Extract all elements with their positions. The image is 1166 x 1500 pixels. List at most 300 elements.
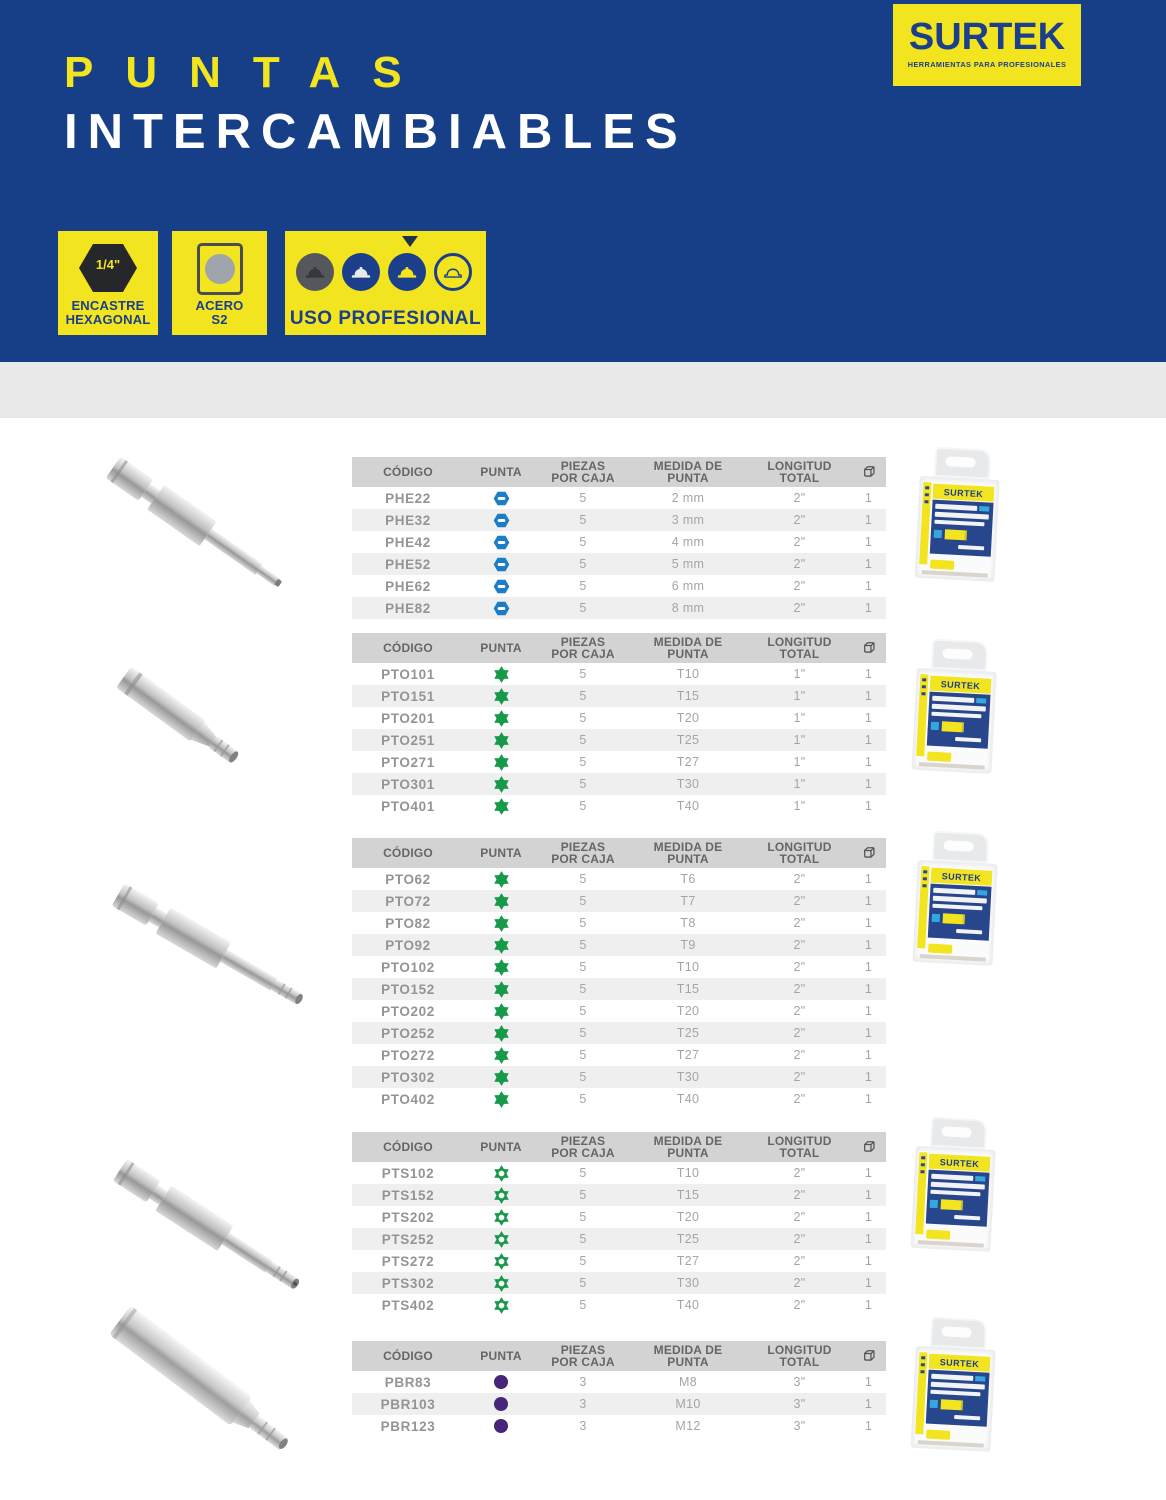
caja-cell: 1 [864,601,873,615]
badge-uso-label: USO PROFESIONAL [289,308,482,329]
punta-torx-tamper-icon [464,1253,538,1270]
package-base [920,954,986,961]
codigo-cell: PTO72 [385,893,431,909]
package-brand-label [929,1354,991,1372]
longitud-cell: 2" [793,1070,806,1084]
divider-stripe [0,362,1166,418]
table-row [352,1393,886,1415]
punta-torx-icon [464,1091,538,1108]
table-header-row [352,1132,886,1162]
medida-cell: 3 mm [671,513,705,527]
punta-torx-tamper-icon [464,1209,538,1226]
piezas-cell: 5 [579,513,587,527]
codigo-cell: PTS302 [381,1275,435,1291]
codigo-cell: PTO152 [381,981,435,997]
column-header: PIEZAS POR CAJA [551,458,615,485]
longitud-cell: 2" [793,535,806,549]
package-bottom-tag [930,560,954,570]
caja-cell: 1 [864,777,873,791]
medida-cell: M8 [679,1375,697,1389]
codigo-cell: PTS202 [381,1209,435,1225]
punta-torx-icon [464,1003,538,1020]
piezas-cell: 5 [579,1026,587,1040]
table-row [352,1088,886,1110]
codigo-cell: PHE62 [385,578,431,594]
table-pbr-ribe [352,1341,886,1437]
piezas-cell: 5 [579,799,587,813]
table-row [352,531,886,553]
table-header-row [352,457,886,487]
table-row [352,1228,886,1250]
codigo-cell: PHE22 [385,490,431,506]
longitud-cell: 1" [793,711,806,725]
package-brand-text: SURTEK [940,678,981,691]
badge-encastre-hexagonal [58,231,158,335]
codigo-cell: PBR83 [384,1374,432,1390]
codigo-cell: PBR103 [380,1396,436,1412]
punta-torx-icon [464,915,538,932]
drive-size-value: 1/4" [95,257,121,272]
package-bottom-tag [927,752,951,762]
medida-cell: T30 [676,777,700,791]
medida-cell: T10 [676,667,700,681]
package-hanger-tab [932,831,989,864]
longitud-cell: 2" [793,1188,806,1202]
box-cube-icon [851,633,886,663]
column-header: CÓDIGO [383,1348,433,1363]
surtek-logo [893,4,1081,86]
medida-cell: 5 mm [671,557,705,571]
longitud-cell: 2" [793,982,806,996]
caja-cell: 1 [864,1004,873,1018]
package-hanger-tab [930,1317,987,1350]
caja-cell: 1 [864,960,873,974]
bit-photo-tamper-torx-power [103,1148,317,1315]
package-mini-icons [930,1399,963,1411]
medida-cell: T20 [676,1004,700,1018]
codigo-cell: PTO301 [381,776,435,792]
piezas-cell: 5 [579,960,587,974]
longitud-cell: 2" [793,513,806,527]
table-row [352,1162,886,1184]
longitud-cell: 2" [793,1092,806,1106]
caja-cell: 1 [864,535,873,549]
longitud-cell: 2" [793,1232,806,1246]
page-title-line1: PUNTAS [64,48,434,97]
column-header: PIEZAS POR CAJA [551,839,615,866]
helmet-level-4-icon [434,253,472,291]
punta-torx-tamper-icon [464,1275,538,1292]
caja-cell: 1 [864,733,873,747]
caja-cell: 1 [864,1092,873,1106]
caja-cell: 1 [864,1026,873,1040]
caja-cell: 1 [864,982,873,996]
table-row [352,956,886,978]
codigo-cell: PTS272 [381,1253,435,1269]
longitud-cell: 1" [793,667,806,681]
package-bottom-tag [926,1430,950,1440]
punta-torx-icon [464,893,538,910]
medida-cell: T9 [680,938,696,952]
piezas-cell: 5 [579,667,587,681]
bit-photo-torx-power [103,872,320,1030]
table-pto-torx-2in [352,838,886,1110]
longitud-cell: 2" [793,491,806,505]
table-pts-tamper-torx [352,1132,886,1316]
piezas-cell: 5 [579,1048,587,1062]
longitud-cell: 2" [793,557,806,571]
punta-torx-icon [464,732,538,749]
punta-torx-icon [464,798,538,815]
caja-cell: 1 [864,872,873,886]
codigo-cell: PTO251 [381,732,435,748]
column-header: PIEZAS POR CAJA [551,634,615,661]
caja-cell: 1 [864,1210,873,1224]
hex-drive-icon [77,241,139,295]
table-row [352,1000,886,1022]
piezas-cell: 5 [579,872,587,886]
package-base [918,1440,984,1447]
package-box [911,668,996,774]
table-row [352,487,886,509]
table-phe-hex-bits [352,457,886,619]
column-header: LONGITUD TOTAL [767,1133,832,1160]
medida-cell: T15 [676,689,700,703]
longitud-cell: 2" [793,960,806,974]
longitud-cell: 2" [793,1298,806,1312]
caja-cell: 1 [864,1397,873,1411]
table-row [352,1371,886,1393]
badge-uso-profesional [285,231,486,335]
caja-cell: 1 [864,1298,873,1312]
column-header: PUNTA [480,640,522,655]
codigo-cell: PTO102 [381,959,435,975]
column-header: MEDIDA DE PUNTA [653,634,723,661]
table-row [352,1184,886,1206]
piezas-cell: 5 [579,711,587,725]
caja-cell: 1 [864,1188,873,1202]
longitud-cell: 1" [793,777,806,791]
bit-photo-ribe-long [98,1296,324,1489]
longitud-cell: 2" [793,579,806,593]
column-header: PIEZAS POR CAJA [551,1133,615,1160]
helmet-level-2-icon [342,253,380,291]
medida-cell: T25 [676,1026,700,1040]
piezas-cell: 5 [579,777,587,791]
caja-cell: 1 [864,755,873,769]
piezas-cell: 5 [579,557,587,571]
codigo-cell: PHE42 [385,534,431,550]
package-base [919,762,985,769]
column-header: LONGITUD TOTAL [767,634,832,661]
caja-cell: 1 [864,1276,873,1290]
medida-cell: T15 [676,1188,700,1202]
column-header: MEDIDA DE PUNTA [653,458,723,485]
piezas-cell: 5 [579,535,587,549]
piezas-cell: 3 [579,1397,587,1411]
piezas-cell: 5 [579,1070,587,1084]
product-package [911,1116,1000,1248]
punta-ribe-icon [464,1396,538,1412]
table-row [352,707,886,729]
caja-cell: 1 [864,579,873,593]
medida-cell: 4 mm [671,535,705,549]
longitud-cell: 3" [793,1419,806,1433]
longitud-cell: 2" [793,938,806,952]
table-header-row [352,1341,886,1371]
caja-cell: 1 [864,1254,873,1268]
package-photo-slot [914,1318,1000,1448]
product-package [915,446,1004,578]
surtek-logo-tagline: HERRAMIENTAS PARA PROFESIONALES [907,60,1067,69]
medida-cell: T27 [676,1254,700,1268]
longitud-cell: 2" [793,1004,806,1018]
codigo-cell: PTO151 [381,688,435,704]
codigo-cell: PTO82 [385,915,431,931]
medida-cell: T6 [680,872,696,886]
piezas-cell: 5 [579,1188,587,1202]
column-header: CÓDIGO [383,845,433,860]
longitud-cell: 1" [793,755,806,769]
package-front-panel [927,692,991,749]
caja-cell: 1 [864,894,873,908]
caja-cell: 1 [864,711,873,725]
punta-torx-icon [464,688,538,705]
punta-torx-tamper-icon [464,1231,538,1248]
column-header: MEDIDA DE PUNTA [653,839,723,866]
column-header: MEDIDA DE PUNTA [653,1342,723,1369]
column-header: PUNTA [480,1348,522,1363]
column-header: PUNTA [480,1139,522,1154]
codigo-cell: PTS152 [381,1187,435,1203]
longitud-cell: 2" [793,872,806,886]
helmet-level-3-icon [388,253,426,291]
medida-cell: T20 [676,1210,700,1224]
medida-cell: T10 [676,960,700,974]
medida-cell: T40 [676,1298,700,1312]
punta-torx-icon [464,959,538,976]
medida-cell: T7 [680,894,696,908]
piezas-cell: 5 [579,733,587,747]
punta-torx-icon [464,1047,538,1064]
piezas-cell: 5 [579,938,587,952]
piezas-cell: 5 [579,601,587,615]
package-front-panel [926,1370,990,1427]
punta-torx-icon [464,710,538,727]
piezas-cell: 5 [579,894,587,908]
package-base [922,570,988,577]
punta-torx-icon [464,1069,538,1086]
codigo-cell: PTO402 [381,1091,435,1107]
longitud-cell: 1" [793,799,806,813]
package-brand-label [930,676,992,694]
codigo-cell: PTO252 [381,1025,435,1041]
bit-photo-torx-insert [108,660,251,781]
package-bottom-tag [928,944,952,954]
product-package [911,1316,1000,1448]
longitud-cell: 1" [793,689,806,703]
package-brand-text: SURTEK [943,486,984,499]
page-title-line2: INTERCAMBIABLES [64,105,688,159]
codigo-cell: PTO272 [381,1047,435,1063]
caja-cell: 1 [864,513,873,527]
caja-cell: 1 [864,557,873,571]
longitud-cell: 2" [793,1048,806,1062]
codigo-cell: PTO302 [381,1069,435,1085]
punta-torx-icon [464,776,538,793]
piezas-cell: 5 [579,1004,587,1018]
package-box [910,1346,995,1452]
table-row [352,1206,886,1228]
medida-cell: T25 [676,733,700,747]
box-cube-icon [851,1341,886,1371]
caja-cell: 1 [864,916,873,930]
caja-cell: 1 [864,1070,873,1084]
medida-cell: 6 mm [671,579,705,593]
medida-cell: T40 [676,1092,700,1106]
punta-hex-icon [464,490,538,507]
codigo-cell: PTO201 [381,710,435,726]
bit-photo-hex-power [95,446,300,613]
table-row [352,509,886,531]
longitud-cell: 2" [793,894,806,908]
caja-cell: 1 [864,1419,873,1433]
table-row [352,685,886,707]
product-package [912,638,1001,770]
table-row [352,1066,886,1088]
package-front-panel [928,884,992,941]
package-photo-slot [918,448,1004,578]
piezas-cell: 5 [579,982,587,996]
longitud-cell: 2" [793,1210,806,1224]
punta-torx-tamper-icon [464,1187,538,1204]
table-row [352,890,886,912]
table-row [352,795,886,817]
package-mini-icons [931,721,964,733]
punta-torx-tamper-icon [464,1165,538,1182]
piezas-cell: 5 [579,689,587,703]
table-row [352,1415,886,1437]
table-row [352,729,886,751]
caja-cell: 1 [864,799,873,813]
usage-level-icons [296,253,472,291]
caja-cell: 1 [864,1375,873,1389]
table-row [352,868,886,890]
medida-cell: T15 [676,982,700,996]
codigo-cell: PTO271 [381,754,435,770]
medida-cell: T27 [676,1048,700,1062]
level-pointer-icon [402,236,418,247]
column-header: PUNTA [480,464,522,479]
codigo-cell: PBR123 [380,1418,436,1434]
punta-torx-tamper-icon [464,1297,538,1314]
piezas-cell: 5 [579,755,587,769]
codigo-cell: PHE52 [385,556,431,572]
caja-cell: 1 [864,938,873,952]
piezas-cell: 5 [579,1232,587,1246]
caja-cell: 1 [864,491,873,505]
punta-hex-icon [464,534,538,551]
medida-cell: T27 [676,755,700,769]
medida-cell: T20 [676,711,700,725]
punta-torx-icon [464,754,538,771]
badge-acero-label: ACERO S2 [195,298,244,327]
package-front-panel [926,1170,990,1227]
longitud-cell: 2" [793,601,806,615]
table-row [352,1272,886,1294]
column-header: PIEZAS POR CAJA [551,1342,615,1369]
medida-cell: 2 mm [671,491,705,505]
package-photo-slot [914,1118,1000,1248]
package-mini-icons [930,1199,963,1211]
codigo-cell: PTS252 [381,1231,435,1247]
caja-cell: 1 [864,689,873,703]
punta-hex-icon [464,578,538,595]
table-row [352,553,886,575]
package-box [914,476,999,582]
steel-billet-icon [197,243,243,295]
package-box [912,860,997,966]
table-row [352,663,886,685]
medida-cell: T30 [676,1276,700,1290]
table-row [352,751,886,773]
piezas-cell: 5 [579,1298,587,1312]
codigo-cell: PTO92 [385,937,431,953]
caja-cell: 1 [864,1048,873,1062]
box-cube-icon [851,1132,886,1162]
codigo-cell: PTS402 [381,1297,435,1313]
table-pto-torx-1in [352,633,886,817]
package-mini-icons [934,529,967,541]
punta-hex-icon [464,600,538,617]
package-base [918,1240,984,1247]
caja-cell: 1 [864,1232,873,1246]
badge-encastre-label: ENCASTRE HEXAGONAL [65,298,151,327]
table-row [352,978,886,1000]
longitud-cell: 1" [793,733,806,747]
helmet-level-1-icon [296,253,334,291]
table-row [352,934,886,956]
piezas-cell: 5 [579,1210,587,1224]
longitud-cell: 2" [793,1276,806,1290]
punta-ribe-icon [464,1374,538,1390]
package-photo-slot [915,640,1001,770]
package-brand-text: SURTEK [939,1356,980,1369]
caja-cell: 1 [864,1166,873,1180]
package-brand-label [933,484,995,502]
column-header: LONGITUD TOTAL [767,1342,832,1369]
medida-cell: T30 [676,1070,700,1084]
package-mini-icons [932,913,965,925]
longitud-cell: 2" [793,1166,806,1180]
caja-cell: 1 [864,667,873,681]
punta-hex-icon [464,556,538,573]
medida-cell: T10 [676,1166,700,1180]
table-row [352,1044,886,1066]
longitud-cell: 3" [793,1375,806,1389]
table-header-row [352,838,886,868]
box-cube-icon [851,457,886,487]
medida-cell: T40 [676,799,700,813]
piezas-cell: 5 [579,491,587,505]
header-banner [0,0,1166,362]
table-row [352,1250,886,1272]
longitud-cell: 2" [793,916,806,930]
table-row [352,773,886,795]
codigo-cell: PTO202 [381,1003,435,1019]
piezas-cell: 3 [579,1375,587,1389]
medida-cell: T8 [680,916,696,930]
